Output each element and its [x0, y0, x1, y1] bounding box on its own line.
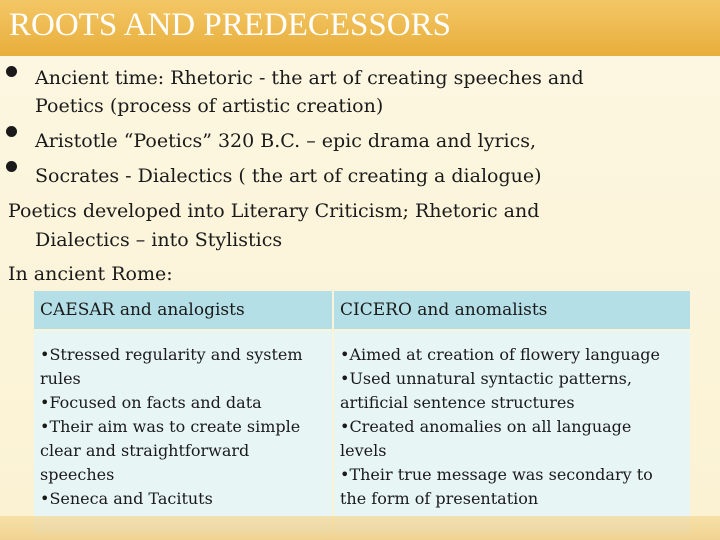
cell-line: •Their aim was to create simple: [40, 417, 301, 436]
table-row: [34, 331, 690, 533]
cell-line: •Used unnatural syntactic patterns,: [340, 369, 632, 388]
slide-title: ROOTS AND PREDECESSORS: [9, 7, 451, 43]
table-header-caesar: CAESAR and analogists: [34, 291, 332, 329]
cell-line: •Aimed at creation of flowery language: [340, 345, 660, 364]
paragraph-line-2: Dialectics – into Stylistics: [35, 229, 283, 251]
table-cell-caesar: [34, 331, 332, 533]
bullet-3-line-1: Socrates - Dialectics ( the art of creating a dialogue): [35, 165, 542, 187]
cell-line: •Created anomalies on all language: [340, 417, 632, 436]
bullet-1-line-2: Poetics (process of artistic creation): [35, 95, 384, 117]
paragraph-line-1: Poetics developed into Literary Criticism; Rhetoric and: [8, 200, 540, 222]
table-header-cicero: CICERO and anomalists: [334, 291, 690, 329]
cell-line: •Stressed regularity and system: [40, 345, 303, 364]
cell-line: artificial sentence structures: [340, 393, 575, 412]
cell-line: speeches: [40, 465, 115, 484]
bullet-icon: [6, 161, 17, 172]
cell-line: rules: [40, 369, 81, 388]
bullet-icon: [6, 126, 17, 137]
bullet-icon: [6, 66, 17, 77]
paragraph-line-3: In ancient Rome:: [8, 263, 173, 285]
bottom-stripe: [0, 516, 720, 540]
bullet-2-line-1: Aristotle “Poetics” 320 B.C. – epic drama and lyrics,: [35, 130, 537, 152]
table-cell-cicero: [334, 331, 690, 533]
bullet-1-line-1: Ancient time: Rhetoric - the art of creating speeches and: [35, 67, 584, 89]
cell-line: •Their true message was secondary to: [340, 465, 653, 484]
cell-line: •Focused on facts and data: [40, 393, 262, 412]
table-header-row: [34, 291, 690, 329]
cell-line: clear and straightforward: [40, 441, 250, 460]
cell-line: •Seneca and Tacituts: [40, 489, 213, 508]
comparison-table: [32, 289, 692, 535]
cell-line: levels: [340, 441, 387, 460]
cell-line: the form of presentation: [340, 489, 539, 508]
